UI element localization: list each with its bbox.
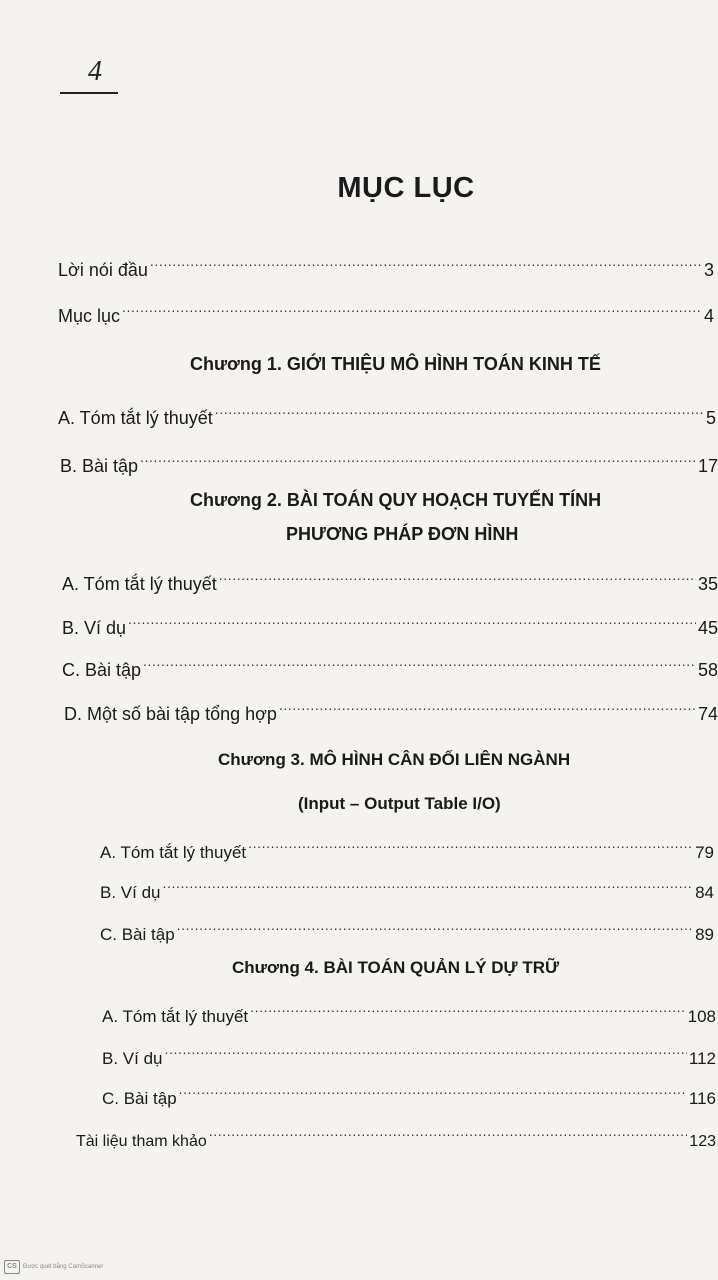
- chapter-4-heading: Chương 4. BÀI TOÁN QUẢN LÝ DỰ TRỮ: [232, 958, 560, 977]
- toc-entry: [58, 402, 716, 429]
- toc-entry-page: 35: [697, 574, 718, 594]
- toc-entry: [100, 836, 714, 864]
- toc-entry: [102, 1042, 716, 1070]
- toc-entry-label: A. Tóm tắt lý thuyết: [62, 574, 217, 594]
- chapter-3-heading: Chương 3. MÔ HÌNH CÂN ĐỐI LIÊN NGÀNH: [218, 750, 571, 769]
- toc-entry: [102, 1000, 716, 1028]
- toc-entry-page: 89: [695, 925, 714, 944]
- toc-entry-page: 123: [689, 1133, 716, 1150]
- scanner-watermark-text: Được quét bằng CamScanner: [23, 1264, 104, 1270]
- toc-entry-page: 5: [705, 408, 716, 428]
- toc-entry-page: 79: [695, 843, 714, 862]
- toc-entry: [62, 654, 718, 681]
- toc-entry-page: 3: [703, 260, 714, 280]
- toc-entry: [102, 1082, 716, 1110]
- toc-entry-contents: [58, 300, 714, 327]
- leader-dots: [215, 402, 704, 424]
- leader-dots: [128, 612, 696, 634]
- leader-dots: [164, 1042, 686, 1064]
- toc-entry-page: 84: [695, 883, 714, 902]
- toc-entry-label: A. Tóm tắt lý thuyết: [102, 1007, 249, 1026]
- toc-entry: [64, 698, 718, 725]
- toc-entry-page: 4: [703, 306, 714, 326]
- page-number-rule: [60, 92, 118, 94]
- scanner-watermark: [4, 1260, 103, 1274]
- camscanner-logo-icon: CS: [4, 1260, 20, 1274]
- toc-entry-label: Tài liệu tham khảo: [76, 1133, 207, 1150]
- page-title: MỤC LỤC: [337, 172, 475, 204]
- toc-entry-label: D. Một số bài tập tổng hợp: [64, 704, 277, 724]
- toc-entry-label: C. Bài tập: [62, 660, 142, 680]
- toc-entry: [100, 918, 714, 946]
- toc-entry-foreword: [58, 254, 714, 281]
- toc-entry: [62, 568, 718, 595]
- toc-entry: [62, 612, 718, 639]
- toc-entry-label: B. Bài tập: [60, 456, 139, 476]
- leader-dots: [177, 918, 693, 940]
- leader-dots: [219, 568, 696, 590]
- leader-dots: [248, 836, 693, 858]
- toc-entry-label: B. Ví dụ: [100, 883, 161, 902]
- leader-dots: [279, 698, 696, 720]
- leader-dots: [143, 654, 696, 676]
- toc-entry-page: 108: [687, 1007, 716, 1026]
- leader-dots: [122, 300, 702, 322]
- leader-dots: [250, 1000, 685, 1022]
- toc-entry-page: 58: [697, 660, 718, 680]
- toc-entry: [60, 450, 718, 477]
- leader-dots: [140, 450, 696, 472]
- toc-entry-page: 116: [688, 1089, 716, 1108]
- chapter-2-subheading: PHƯƠNG PHÁP ĐƠN HÌNH: [286, 524, 519, 544]
- leader-dots: [150, 254, 702, 276]
- chapter-3-subheading: (Input – Output Table I/O): [298, 794, 501, 813]
- toc-entry-page: 17: [697, 456, 718, 476]
- toc-entry-label: A. Tóm tắt lý thuyết: [58, 408, 213, 428]
- leader-dots: [162, 876, 693, 898]
- toc-entry-label: C. Bài tập: [100, 925, 175, 944]
- leader-dots: [179, 1082, 687, 1104]
- toc-entry-label: Mục lục: [58, 306, 121, 326]
- chapter-2-heading: Chương 2. BÀI TOÁN QUY HOẠCH TUYẾN TÍNH: [190, 490, 602, 510]
- toc-entry-label: B. Ví dụ: [102, 1049, 163, 1068]
- toc-entry-label: Lời nói đầu: [58, 260, 148, 280]
- toc-entry-label: B. Ví dụ: [62, 618, 127, 638]
- chapter-1-heading: Chương 1. GIỚI THIỆU MÔ HÌNH TOÁN KINH TẾ: [190, 354, 601, 374]
- page-number: 4: [88, 56, 102, 87]
- toc-entry-page: 45: [697, 618, 718, 638]
- toc-entry-references: [76, 1124, 716, 1153]
- toc-entry-page: 112: [688, 1049, 716, 1068]
- toc-entry-page: 74: [697, 704, 718, 724]
- leader-dots: [209, 1124, 688, 1146]
- toc-entry-label: C. Bài tập: [102, 1089, 177, 1108]
- toc-entry: [100, 876, 714, 904]
- toc-entry-label: A. Tóm tắt lý thuyết: [100, 843, 247, 862]
